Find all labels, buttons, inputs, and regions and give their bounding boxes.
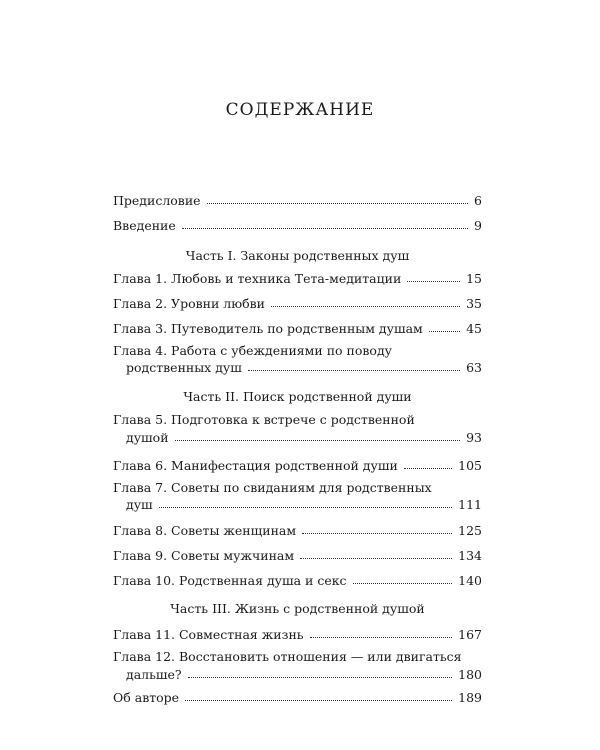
dot-leader xyxy=(407,280,460,282)
part-heading-3: Часть III. Жизнь с родственной душой xyxy=(170,601,425,616)
entry-label: Глава 11. Совместная жизнь xyxy=(113,627,304,642)
page-number: 15 xyxy=(466,271,482,286)
entry-label: Глава 9. Советы мужчинам xyxy=(113,548,295,563)
page-title: СОДЕРЖАНИЕ xyxy=(225,100,375,120)
toc-entry-chapter-11 xyxy=(113,624,482,642)
entry-label: Об авторе xyxy=(113,690,180,705)
entry-label: Глава 2. Уровни любви xyxy=(113,296,265,311)
chapter-4-title-line: Глава 4. Работа с убеждениями по поводу xyxy=(113,343,393,358)
entry-label: Глава 1. Любовь и техника Тета-медитации xyxy=(113,271,402,286)
page-number: 134 xyxy=(458,548,482,563)
toc-entry-chapter-10 xyxy=(113,570,482,588)
toc-entry-preface xyxy=(113,190,482,208)
dot-leader xyxy=(271,305,460,307)
dot-leader xyxy=(207,202,468,204)
dot-leader xyxy=(248,369,460,371)
page-number: 45 xyxy=(466,321,482,336)
dot-leader xyxy=(185,699,452,701)
entry-label: Предисловие xyxy=(113,193,201,208)
entry-label: Введение xyxy=(113,218,176,233)
toc-entry-chapter-12 xyxy=(113,664,482,682)
dot-leader xyxy=(159,506,452,508)
dot-leader xyxy=(353,582,453,584)
toc-entry-chapter-3 xyxy=(113,318,482,336)
entry-label: душой xyxy=(126,430,169,445)
dot-leader xyxy=(302,532,452,534)
page-number: 63 xyxy=(466,360,482,375)
dot-leader xyxy=(188,676,453,678)
toc-entry-chapter-5 xyxy=(113,427,482,445)
entry-label: дальше? xyxy=(126,667,182,682)
entry-label: Глава 6. Манифестация родственной души xyxy=(113,458,398,473)
entry-label: Глава 8. Советы женщинам xyxy=(113,523,297,538)
page-number: 9 xyxy=(474,218,482,233)
entry-label: Глава 3. Путеводитель по родственным душам xyxy=(113,321,423,336)
entry-label: родственных душ xyxy=(126,360,242,375)
toc-entry-chapter-2 xyxy=(113,293,482,311)
toc-entry-chapter-8 xyxy=(113,520,482,538)
chapter-5-title-line: Глава 5. Подготовка к встрече с родственной xyxy=(113,412,415,427)
dot-leader xyxy=(310,636,453,638)
dot-leader xyxy=(182,227,468,229)
page-number: 105 xyxy=(458,458,482,473)
page-number: 167 xyxy=(458,627,482,642)
toc-entry-chapter-4 xyxy=(113,357,482,375)
page-number: 6 xyxy=(474,193,482,208)
entry-label: душ xyxy=(126,497,153,512)
dot-leader xyxy=(404,467,452,469)
page-number: 93 xyxy=(466,430,482,445)
dot-leader xyxy=(429,330,460,332)
toc-entry-intro xyxy=(113,215,482,233)
part-heading-2: Часть II. Поиск родственной души xyxy=(183,389,412,404)
page-number: 140 xyxy=(458,573,482,588)
page-number: 189 xyxy=(458,690,482,705)
page-number: 180 xyxy=(458,667,482,682)
toc-entry-chapter-6 xyxy=(113,455,482,473)
chapter-7-title-line: Глава 7. Советы по свиданиям для родственных xyxy=(113,480,432,495)
toc-entry-chapter-1 xyxy=(113,268,482,286)
toc-entry-about-author xyxy=(113,687,482,705)
page-number: 125 xyxy=(458,523,482,538)
page-number: 35 xyxy=(466,296,482,311)
toc-entry-chapter-9 xyxy=(113,545,482,563)
toc-entry-chapter-7 xyxy=(113,494,482,512)
dot-leader xyxy=(175,439,461,441)
chapter-12-title-line: Глава 12. Восстановить отношения — или двигаться xyxy=(113,649,462,664)
page-number: 111 xyxy=(458,497,482,512)
part-heading-1: Часть I. Законы родственных душ xyxy=(185,248,410,263)
entry-label: Глава 10. Родственная душа и секс xyxy=(113,573,347,588)
dot-leader xyxy=(300,557,452,559)
